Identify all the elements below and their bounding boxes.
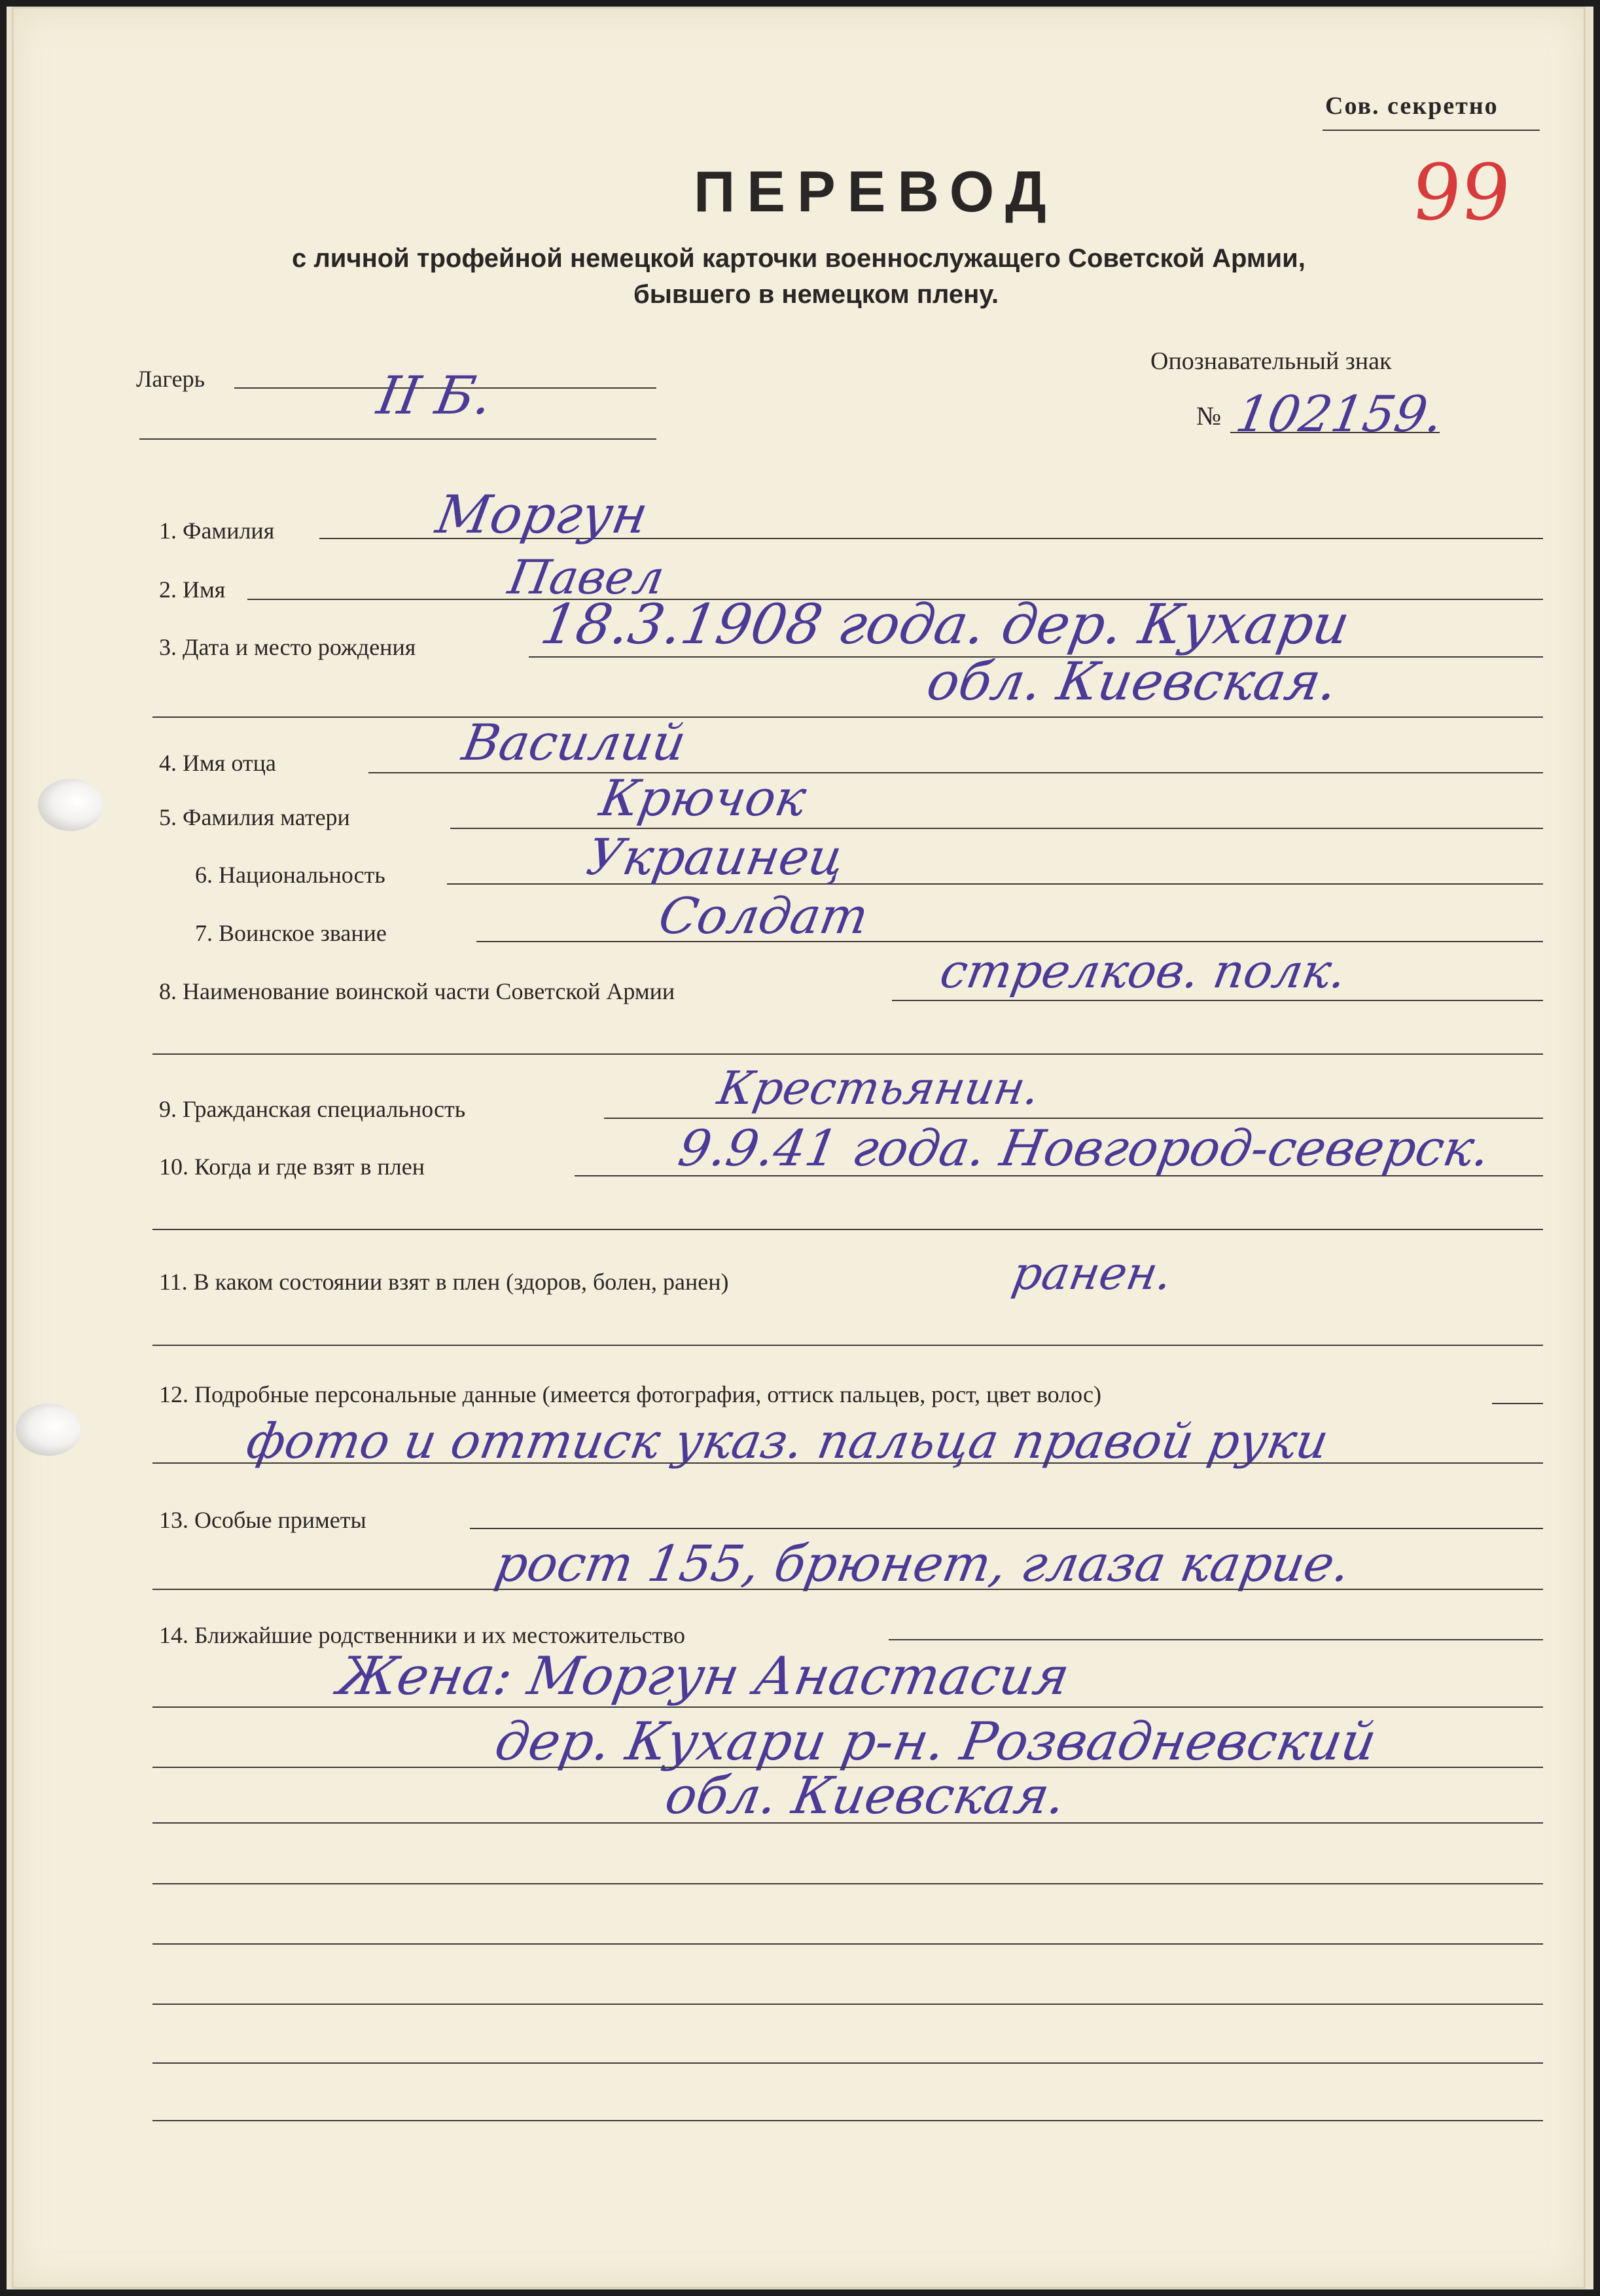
field-label-personal-data: 12. Подробные персональные данные (имеется фотография, оттиск пальцев, рост, цвет волос) xyxy=(159,1381,1101,1407)
field-label-profession: 9. Гражданская специальность xyxy=(159,1096,466,1122)
field-value-relatives: Жена: Моргун Анастасия xyxy=(333,1646,1075,1706)
field-value-relatives-line2: дер. Кухари р-н. Розвадневский xyxy=(490,1711,1381,1772)
blank-line-1 xyxy=(152,1822,1543,1824)
camp-value: II Б. xyxy=(372,365,497,426)
field-label-first-name: 2. Имя xyxy=(159,576,226,603)
classification-underline xyxy=(1323,130,1540,131)
blank-line-4 xyxy=(152,2004,1543,2005)
field-value-relatives-line3: обл. Киевская. xyxy=(661,1767,1071,1826)
field-value-captured-when-where: 9.9.41 года. Новгород-северск. xyxy=(674,1119,1495,1177)
field-line-relatives xyxy=(889,1639,1543,1640)
tag-value: 102159. xyxy=(1232,385,1448,443)
field-line-special-marks xyxy=(470,1528,1543,1529)
punch-hole-upper xyxy=(38,779,103,831)
tag-label: Опознавательный знак xyxy=(1150,347,1392,375)
field-value-condition: ранен. xyxy=(1008,1246,1177,1300)
field-label-birth: 3. Дата и место рождения xyxy=(159,634,416,660)
camp-label: Лагерь xyxy=(136,366,205,392)
field-line-rank xyxy=(476,941,1543,942)
field-line-personal-data xyxy=(1492,1403,1543,1404)
field-label-surname: 1. Фамилия xyxy=(159,518,275,544)
field-label-unit: 8. Наименование воинской части Советской Армии xyxy=(159,978,675,1004)
blank-line-3 xyxy=(152,1943,1543,1945)
field-line-captured-2 xyxy=(152,1229,1543,1230)
classification-mark: Сов. секретно xyxy=(1325,92,1499,120)
field-value-personal-data: фото и оттиск указ. пальца правой руки xyxy=(242,1413,1333,1470)
field-label-nationality: 6. Национальность xyxy=(195,862,385,888)
field-line-birth-2 xyxy=(152,716,1543,718)
field-value-special-marks: рост 155, брюнет, глаза карие. xyxy=(491,1534,1355,1593)
field-value-first-name: Павел xyxy=(504,550,669,605)
field-value-profession: Крестьянин. xyxy=(713,1061,1044,1115)
field-line-unit-2 xyxy=(152,1053,1543,1055)
field-label-captured-when-where: 10. Когда и где взят в плен xyxy=(159,1154,425,1180)
field-value-nationality: Украинец xyxy=(582,828,849,886)
field-label-condition: 11. В каком состоянии взят в плен (здоров, болен, ранен) xyxy=(159,1269,729,1295)
field-line-condition-2 xyxy=(152,1345,1543,1346)
field-line-personal-data-2 xyxy=(152,1462,1543,1464)
field-value-rank: Солдат xyxy=(654,887,873,945)
field-label-relatives: 14. Ближайшие родственники и их местожительство xyxy=(159,1622,686,1648)
blank-line-6 xyxy=(152,2120,1543,2121)
field-line-special-marks-2 xyxy=(152,1589,1543,1590)
field-label-special-marks: 13. Особые приметы xyxy=(159,1507,366,1533)
field-value-unit: стрелков. полк. xyxy=(936,944,1351,998)
sheet-number: 99 xyxy=(1407,147,1516,238)
blank-line-2 xyxy=(152,1883,1543,1884)
field-label-father: 4. Имя отца xyxy=(159,750,276,776)
document-sheet xyxy=(12,7,1586,2289)
page-subtitle-line-1: с личной трофейной немецкой карточки военнослужащего Советской Армии, xyxy=(292,244,1306,273)
field-label-mother: 5. Фамилия матери xyxy=(159,804,350,830)
field-value-surname: Моргун xyxy=(431,484,653,545)
field-value-father: Василий xyxy=(458,713,690,771)
field-value-birth-line2: обл. Киевская. xyxy=(922,651,1343,712)
page-title: ПЕРЕВОД xyxy=(694,159,1058,224)
punch-hole-lower xyxy=(16,1404,81,1456)
field-value-birth: 18.3.1908 года. дер. Кухари xyxy=(536,592,1355,656)
field-label-rank: 7. Воинское звание xyxy=(195,920,387,946)
field-line-unit xyxy=(892,1000,1543,1001)
tag-number-sign: № xyxy=(1196,401,1222,431)
field-value-mother: Крючок xyxy=(596,769,811,827)
blank-line-5 xyxy=(152,2062,1543,2064)
field-line-father xyxy=(368,772,1543,773)
camp-line-2 xyxy=(139,438,656,440)
page-subtitle-line-2: бывшего в немецком плену. xyxy=(633,280,999,309)
field-line-relatives-2 xyxy=(152,1706,1543,1708)
